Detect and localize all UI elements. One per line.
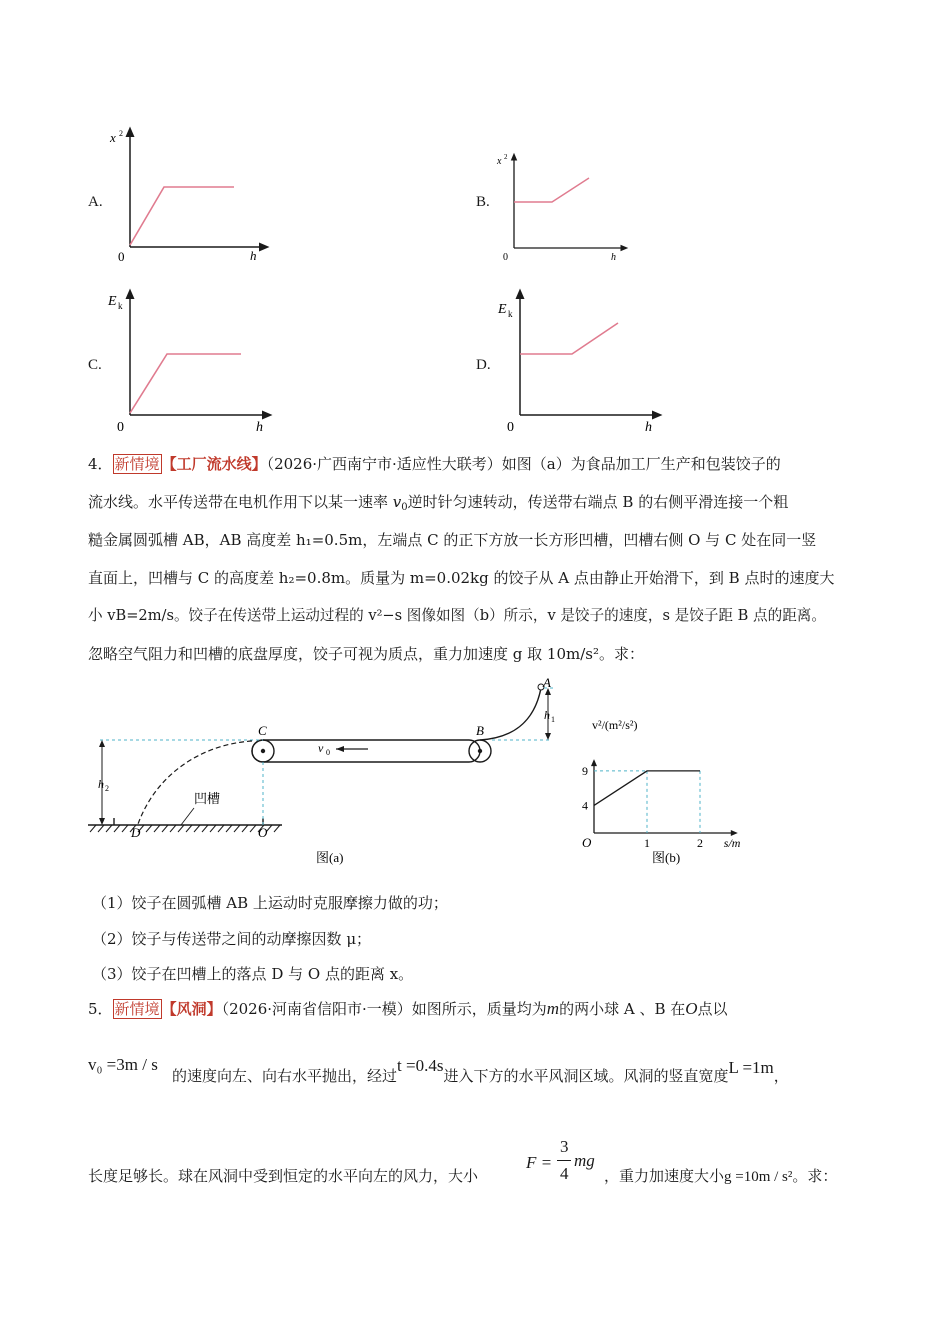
x-tick-label: 1	[644, 836, 650, 850]
option-letter: D.	[476, 357, 491, 373]
q5-f-fraction-bar	[557, 1160, 571, 1161]
y-label: x	[497, 156, 502, 167]
y-label-sub: k	[118, 301, 123, 311]
q4-var: v	[392, 493, 402, 511]
figure-b-caption: 图(b)	[652, 850, 681, 865]
option-letter: C.	[88, 357, 102, 373]
groove-leader	[181, 808, 194, 825]
q5-l-formula: L =1m	[728, 1058, 774, 1077]
graph-d	[490, 285, 665, 435]
topic-tag: 【风洞】	[161, 1000, 222, 1018]
h2-sub: 2	[105, 784, 109, 793]
q5-var-o: O	[685, 999, 698, 1018]
q4-line-4: 直面上，凹槽与 C 的高度差 h₂=0.8m。质量为 m=0.02kg 的饺子从 A 点由静止开始滑下，到 B 点时的速度大	[88, 569, 835, 587]
graph-a	[100, 125, 270, 265]
h1-label: h	[544, 708, 550, 722]
chart-ticks	[582, 764, 703, 850]
graph-curve	[130, 354, 241, 413]
y-label-sub: k	[508, 309, 513, 319]
q4-text: 逆时针匀速转动，传送带右端点 B 的右侧平滑连接一个粗	[407, 493, 789, 511]
q5-text: （2026·河南省信阳市·一模）如图所示，质量均为	[221, 1000, 547, 1018]
question-number: 4．	[88, 455, 113, 473]
q4-line-6: 忽略空气阻力和凹槽的底盘厚度，饺子可视为质点，重力加速度 g 取 10m/s²。求：	[88, 645, 644, 663]
graph-b	[490, 150, 630, 265]
q5-var-m: m	[546, 999, 560, 1018]
q4-line-2	[88, 492, 788, 518]
chart-series-line	[594, 771, 700, 806]
q5-text: 进入下方的水平风洞区域。风洞的竖直宽度	[443, 1067, 729, 1085]
arc-groove-ab	[480, 688, 541, 740]
point-o-label: O	[258, 825, 268, 840]
q4-line-3: 糙金属圆弧槽 AB，AB 高度差 h₁=0.5m，左端点 C 的正下方放一长方形凹槽，凹槽右侧 O 与 C 处在同一竖	[88, 531, 817, 549]
y-tick-label: 9	[582, 763, 588, 778]
topic-tag: 【工厂流水线】	[161, 455, 267, 473]
y-label-sup: 2	[119, 129, 123, 138]
figure-a-caption: 图(a)	[316, 850, 344, 865]
x-label: h	[611, 252, 616, 263]
q4-line-5: 小 vB=2m/s。饺子在传送带上运动过程的 v²−s 图像如图（b）所示，v 是饺子的速度，s 是饺子距 B 点的距离。	[88, 607, 826, 624]
q5-text: ，	[773, 1067, 789, 1085]
q4-line-1	[88, 454, 781, 474]
groove-label: 凹槽	[194, 791, 221, 806]
origin-label: 0	[117, 420, 124, 435]
q4-subquestion-3: （3）饺子在凹槽上的落点 D 与 O 点的距离 x。	[92, 965, 414, 983]
q5-f-denominator: 4	[560, 1164, 569, 1183]
q5-line-1	[88, 999, 728, 1019]
x-label: h	[256, 420, 263, 435]
q5-g-formula: g =10m / s²	[724, 1169, 793, 1185]
origin-label: 0	[507, 420, 514, 435]
q5-f-rhs: mg	[574, 1151, 595, 1170]
graph-curve	[514, 178, 589, 202]
option-letter: B.	[476, 194, 490, 210]
chart-guides	[594, 771, 700, 833]
graph-c	[100, 285, 275, 435]
dumpling-trajectory	[138, 741, 252, 824]
q5-text: 点以	[697, 1000, 728, 1018]
q5-line-3b	[604, 1166, 837, 1187]
point-a-label: A	[543, 675, 551, 690]
q5-f-lhs: F =	[526, 1153, 553, 1172]
y-label: E	[108, 294, 117, 309]
origin-label: 0	[503, 252, 508, 263]
q4-sub: 0	[401, 502, 408, 513]
graph-curve	[520, 323, 618, 354]
q5-text: 。求：	[792, 1167, 838, 1185]
y-label: E	[498, 302, 507, 317]
graph-curve	[130, 187, 234, 245]
q5-text: 的两小球 A 、B 在	[559, 1000, 686, 1018]
figure-b-chart	[576, 712, 756, 870]
chart-y-arrow	[591, 759, 597, 766]
v0-label: v	[318, 741, 324, 755]
q5-line-2	[88, 1055, 158, 1075]
question-number: 5．	[88, 1000, 113, 1018]
chart-origin-label: O	[582, 835, 592, 850]
q5-t-formula: t =0.4s	[397, 1056, 444, 1075]
q5-text: 的速度向左、向右水平抛出，经过	[172, 1067, 398, 1085]
q4-subquestion-1: （1）饺子在圆弧槽 AB 上运动时克服摩擦力做的功；	[92, 894, 448, 912]
q4-text: 流水线。水平传送带在电机作用下以某一速率	[88, 493, 393, 511]
q4-text: （2026·广西南宁市·适应性大联考）如图（a）为食品加工厂生产和包装饺子的	[266, 455, 781, 473]
h1-sub: 1	[551, 715, 555, 724]
option-letter: A.	[88, 194, 103, 210]
q5-text: 长度足够长。球在风洞中受到恒定的水平向左的风力，大小	[88, 1167, 479, 1185]
q5-text: ，重力加速度大小	[604, 1167, 725, 1185]
x-label: h	[645, 420, 652, 435]
x-label: h	[250, 248, 257, 263]
q4-subquestion-2: （2）饺子与传送带之间的动摩擦因数 μ；	[92, 930, 372, 948]
q5-line-2b	[172, 1056, 789, 1086]
figure-a	[86, 672, 566, 870]
q5-f-numerator: 3	[560, 1137, 569, 1156]
h2-label: h	[98, 777, 104, 791]
x-tick-label: 2	[697, 836, 703, 850]
point-b-label: B	[476, 723, 484, 738]
chart-x-label: s/m	[723, 836, 741, 850]
point-c-label: C	[258, 723, 267, 738]
origin-label: 0	[118, 249, 125, 264]
conveyor-belt	[252, 740, 480, 762]
ground-hatch	[90, 825, 280, 832]
v0-sub: 0	[326, 748, 330, 757]
new-context-tag: 新情境	[114, 455, 160, 473]
new-context-tag: 新情境	[114, 1000, 160, 1018]
y-label-sup: 2	[504, 153, 508, 161]
q5-line-3	[88, 1166, 478, 1186]
y-tick-label: 4	[582, 798, 588, 813]
chart-y-label: v²/(m²/s²)	[592, 718, 638, 732]
point-d-label: D	[131, 825, 141, 840]
q5-v0-formula: v₀ =3m / s	[88, 1055, 158, 1074]
y-label: x	[110, 130, 116, 145]
